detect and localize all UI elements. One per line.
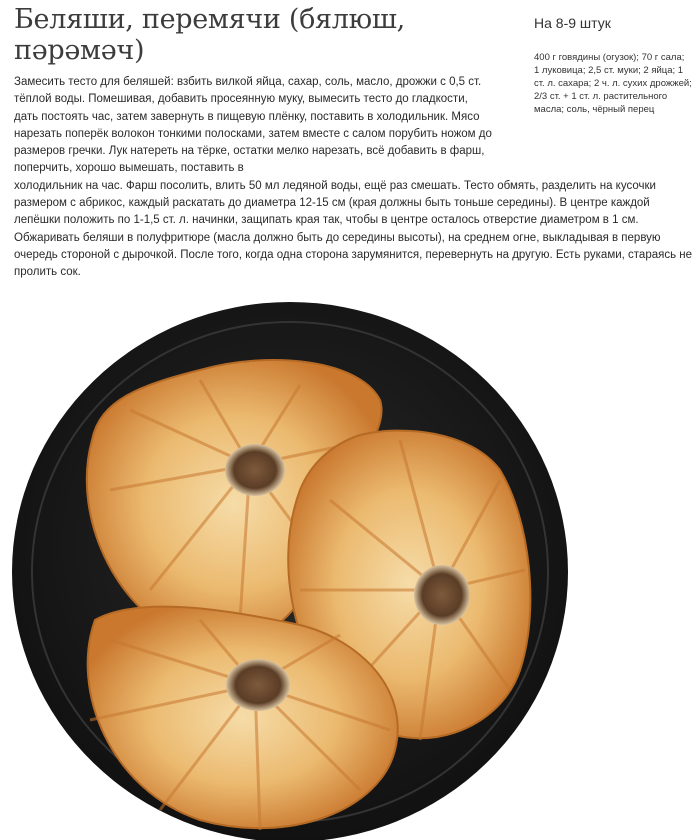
recipe-title — [14, 4, 514, 66]
title-line-2: пәрәмәч) — [14, 35, 145, 66]
ingredients-list: 400 г говядины (огузок); 70 г сала; 1 луковица; 2,5 ст. муки; 2 яйца; 1 ст. л. сахара; 2 ч. л. сухих дрожжей; 2/3 ст. + 1 ст. л. растительного масла; соль, чёрный перец — [534, 52, 692, 115]
method-text — [14, 74, 694, 282]
method-text-part2: холодильник на час. Фарш посолить, влить 50 мл ледяной воды, ещё раз смешать. Тесто обмять, разделить на кусочки размером с абрикос, каждый раскатать до диаметра 12-15 см (края должны быть тоньше середины). В центре каждой лепёшки положить по 1-1,5 ст. л. начинки, защипать края так, чтобы в центре осталось отверстие диаметром в 1 см. Обжаривать беляши в полуфритюре (масла должно быть до середины высоты), на среднем огне, выкладывая в первую очередь стороной с дырочкой. После того, когда одна сторона зарумянится, перевернуть на другую. Есть руками, стараясь не пролить сок. — [14, 179, 693, 279]
title-line-1: Беляши, перемячи (бялюш, — [14, 4, 405, 35]
method-text-part1: Замесить тесто для беляшей: взбить вилкой яйца, сахар, соль, масло, дрожжи с 0,5 ст. тёплой воды. Помешивая, добавить просеянную муку, вымесить тесто до гладкости, дать постоять час, затем завернуть в пищевую плёнку, поставить в холодильник. Мясо нарезать поперёк волокон тонкими полосками, затем вместе с салом порубить ножом до размеров гречки. Лук натереть на тёрке, остатки мелко нарезать, всё добавить в фарш, поперчить, хорошо вымешать, поставить в — [14, 76, 492, 175]
belyashi-photo — [0, 290, 698, 840]
servings-label: На 8-9 штук — [534, 15, 611, 31]
